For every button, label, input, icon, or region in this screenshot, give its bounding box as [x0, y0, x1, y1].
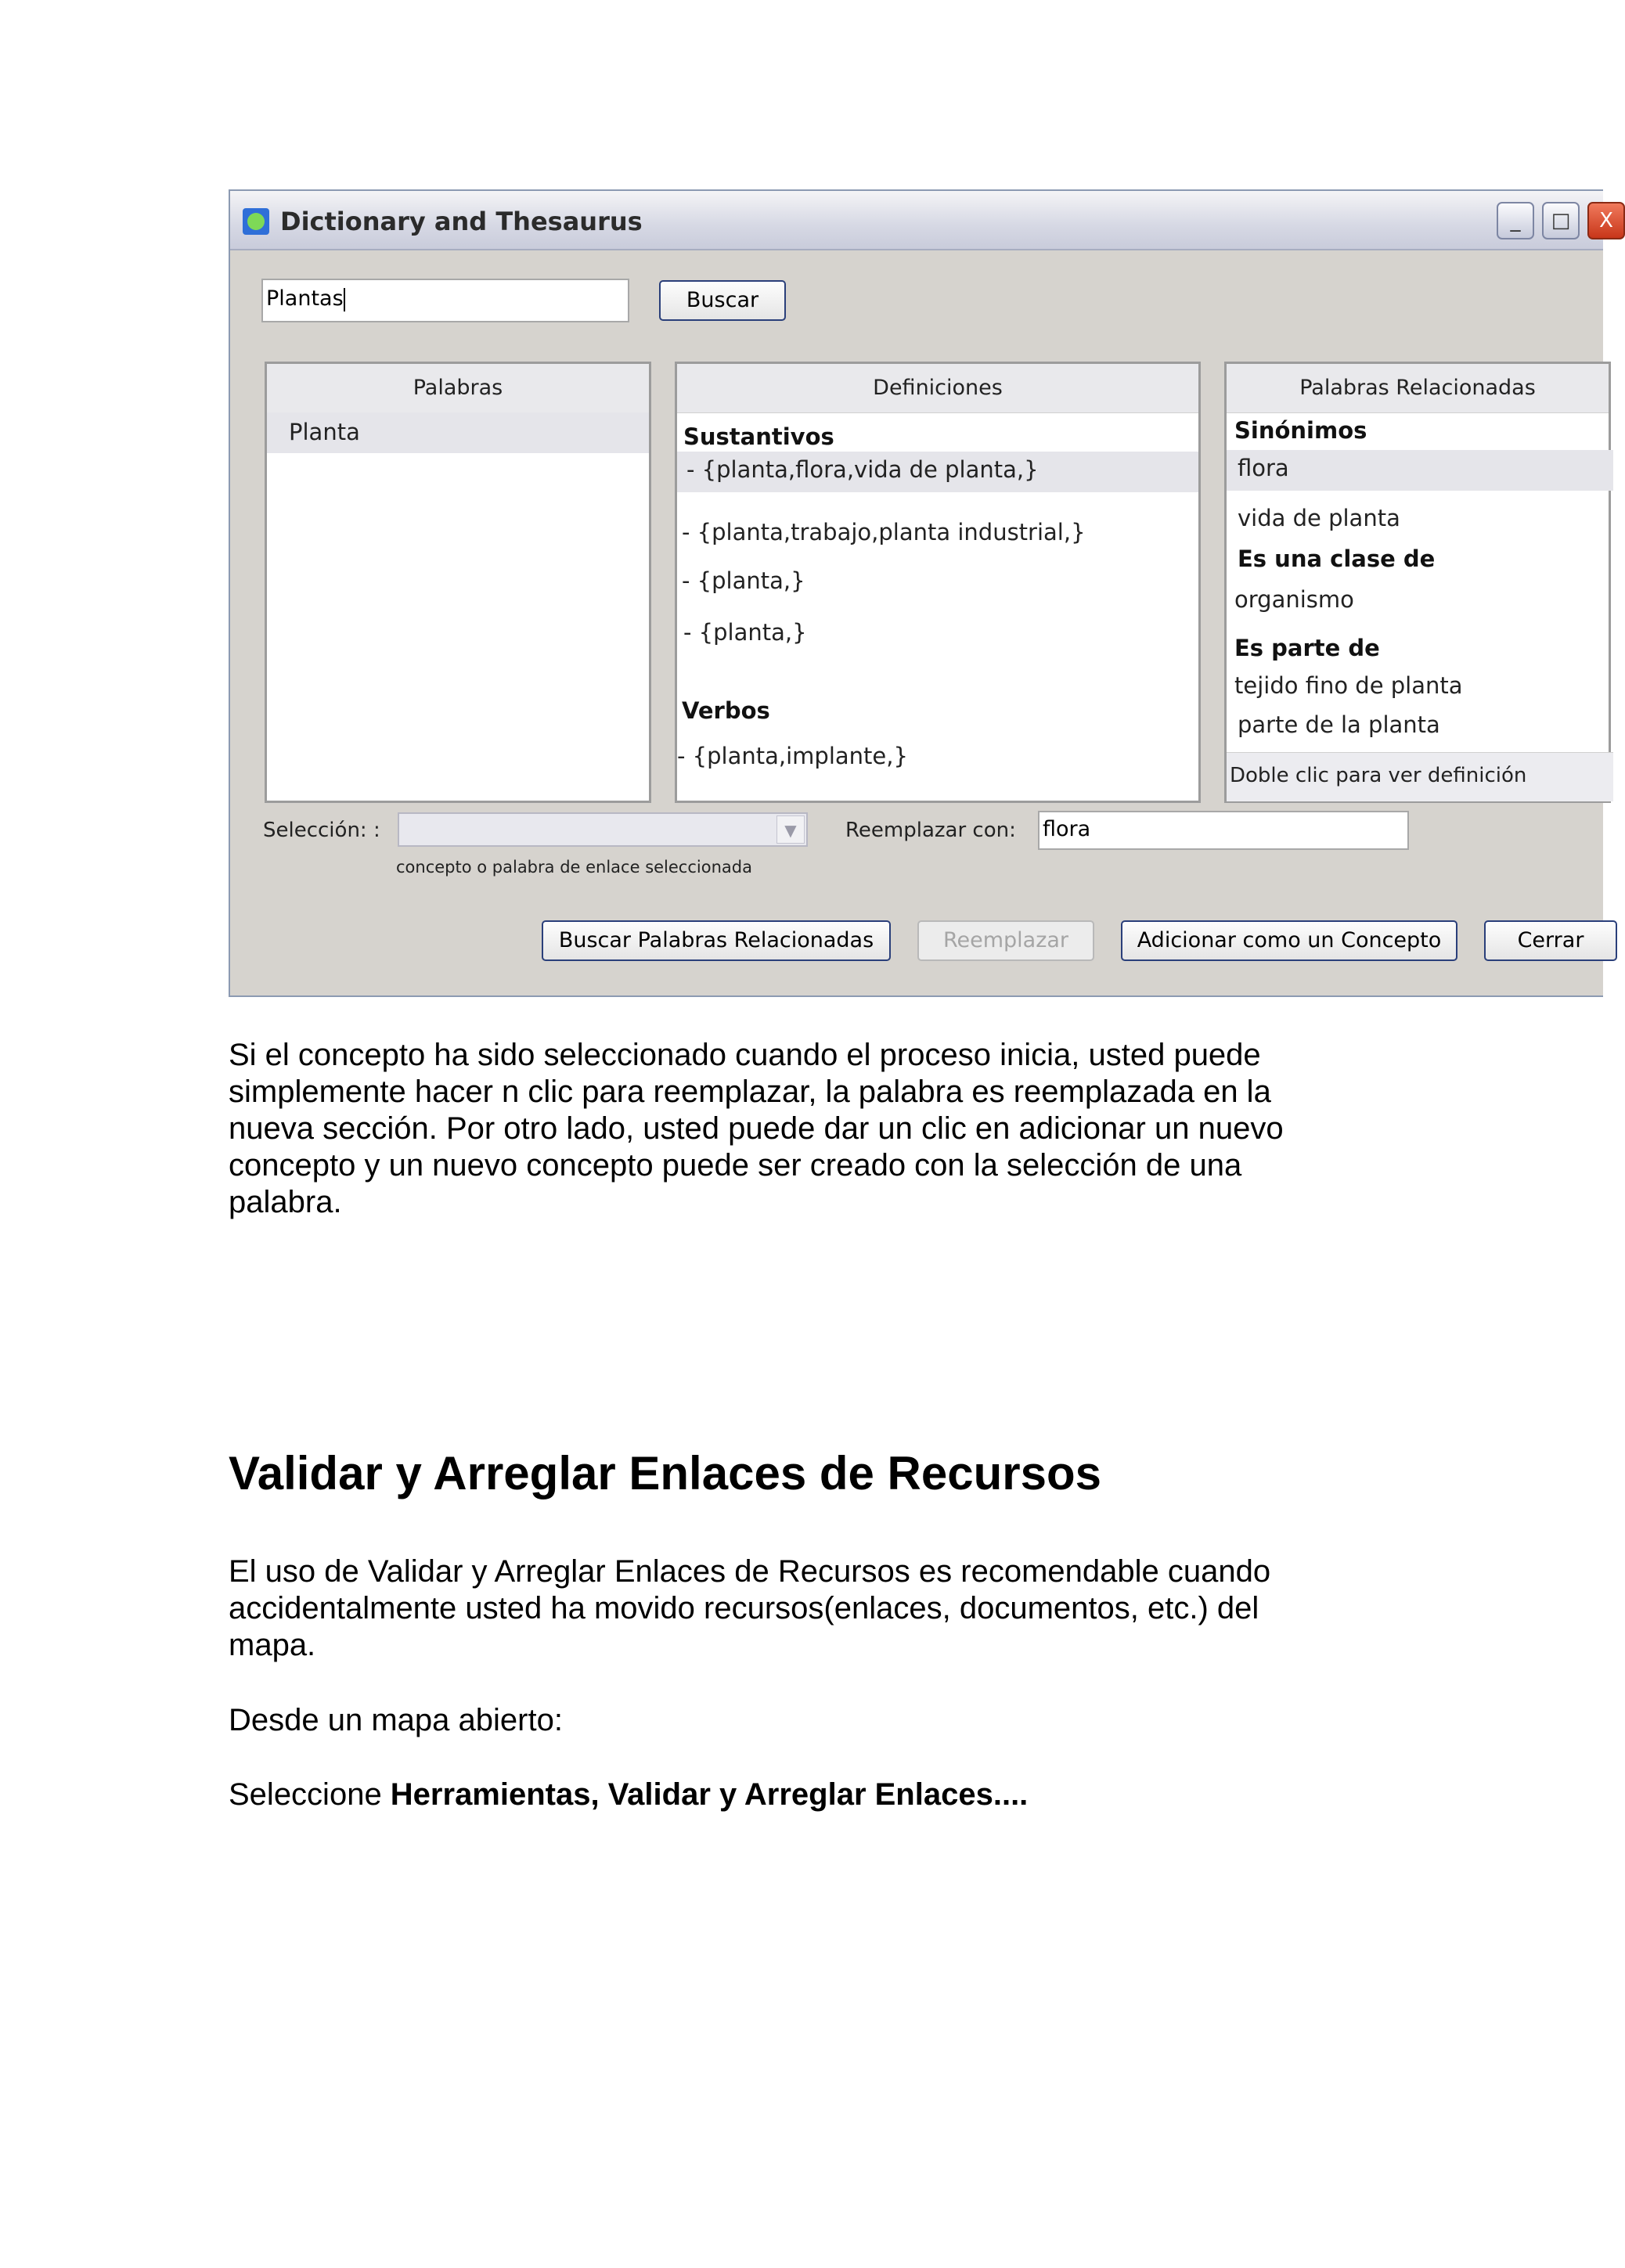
text-line: accidentalmente usted ha movido recursos(enlaces, documentos, etc.) del — [229, 1591, 1259, 1625]
related-item[interactable]: flora — [1238, 455, 1289, 481]
word-item-planta[interactable]: Planta — [289, 419, 360, 445]
related-item[interactable]: vida de planta — [1238, 505, 1400, 531]
definition-item[interactable]: - {planta,} — [683, 619, 807, 646]
selection-hint: concepto o palabra de enlace seleccionada — [396, 858, 752, 877]
synonyms-heading: Sinónimos — [1234, 417, 1367, 444]
text-line: El uso de Validar y Arreglar Enlaces de Recursos es recomendable cuando — [229, 1554, 1271, 1589]
maximize-button[interactable]: □ — [1542, 202, 1580, 239]
selection-label: Selección: : — [263, 819, 380, 842]
words-panel — [265, 362, 651, 803]
title-bar[interactable] — [230, 191, 1613, 250]
close-button[interactable]: Cerrar — [1484, 920, 1617, 961]
definition-item[interactable]: - {planta,implante,} — [677, 743, 908, 769]
definition-item[interactable]: - {planta,flora,vida de planta,} — [686, 456, 1039, 483]
text-caret — [344, 288, 345, 311]
related-item[interactable]: tejido fino de planta — [1234, 672, 1463, 699]
part-of-heading: Es parte de — [1234, 635, 1380, 661]
paragraph-select-menu — [229, 1777, 1371, 1813]
search-input[interactable] — [261, 279, 629, 322]
select-instruction-prefix: Seleccione — [229, 1777, 391, 1812]
close-window-button[interactable]: X — [1587, 202, 1625, 239]
replace-button[interactable]: Reemplazar — [917, 920, 1094, 961]
menu-path: Herramientas, Validar y Arreglar Enlaces.... — [390, 1777, 1029, 1812]
text-line: Si el concepto ha sido seleccionado cuando el proceso inicia, usted puede — [229, 1038, 1261, 1072]
add-as-concept-button[interactable]: Adicionar como un Concepto — [1121, 920, 1457, 961]
search-input-value: Plantas — [266, 286, 344, 311]
selection-combobox[interactable] — [398, 812, 808, 847]
dialog-body — [230, 250, 1603, 995]
paragraph-replace-explanation — [229, 1037, 1371, 1221]
minimize-button[interactable]: _ — [1497, 202, 1534, 239]
dictionary-window — [229, 189, 1613, 997]
section-heading: Validar y Arreglar Enlaces de Recursos — [229, 1447, 1102, 1499]
hint-bar — [1227, 752, 1613, 801]
definitions-panel-header: Definiciones — [677, 364, 1198, 413]
replace-with-input[interactable]: flora — [1038, 811, 1409, 850]
words-panel-header: Palabras — [267, 364, 649, 413]
replace-with-label: Reemplazar con: — [845, 819, 1016, 842]
definitions-panel — [675, 362, 1201, 803]
text-line: palabra. — [229, 1185, 342, 1219]
window-title: Dictionary and Thesaurus — [280, 207, 643, 236]
find-related-words-button[interactable]: Buscar Palabras Relacionadas — [542, 920, 891, 961]
paragraph-from-open-map: Desde un mapa abierto: — [229, 1703, 563, 1737]
related-item[interactable]: parte de la planta — [1238, 711, 1440, 738]
related-item[interactable]: organismo — [1234, 586, 1354, 613]
verbs-heading: Verbos — [682, 697, 770, 724]
paragraph-validate-links — [229, 1553, 1371, 1664]
definition-item[interactable]: - {planta,} — [682, 567, 805, 594]
app-globe-icon — [243, 208, 269, 235]
nouns-heading: Sustantivos — [683, 423, 834, 450]
related-panel-header: Palabras Relacionadas — [1227, 364, 1609, 413]
text-line: simplemente hacer n clic para reemplazar, la palabra es reemplazada en la — [229, 1075, 1271, 1109]
search-button[interactable]: Buscar — [659, 280, 786, 321]
text-line: concepto y un nuevo concepto puede ser creado con la selección de una — [229, 1148, 1242, 1183]
double-click-hint: Doble clic para ver definición — [1230, 764, 1527, 787]
definition-item[interactable]: - {planta,trabajo,planta industrial,} — [682, 519, 1086, 545]
text-line: mapa. — [229, 1628, 316, 1662]
kind-of-heading: Es una clase de — [1238, 545, 1436, 572]
related-words-panel — [1224, 362, 1611, 803]
text-line: nueva sección. Por otro lado, usted puede dar un clic en adicionar un nuevo — [229, 1111, 1284, 1146]
chevron-down-icon[interactable]: ▼ — [776, 815, 805, 844]
